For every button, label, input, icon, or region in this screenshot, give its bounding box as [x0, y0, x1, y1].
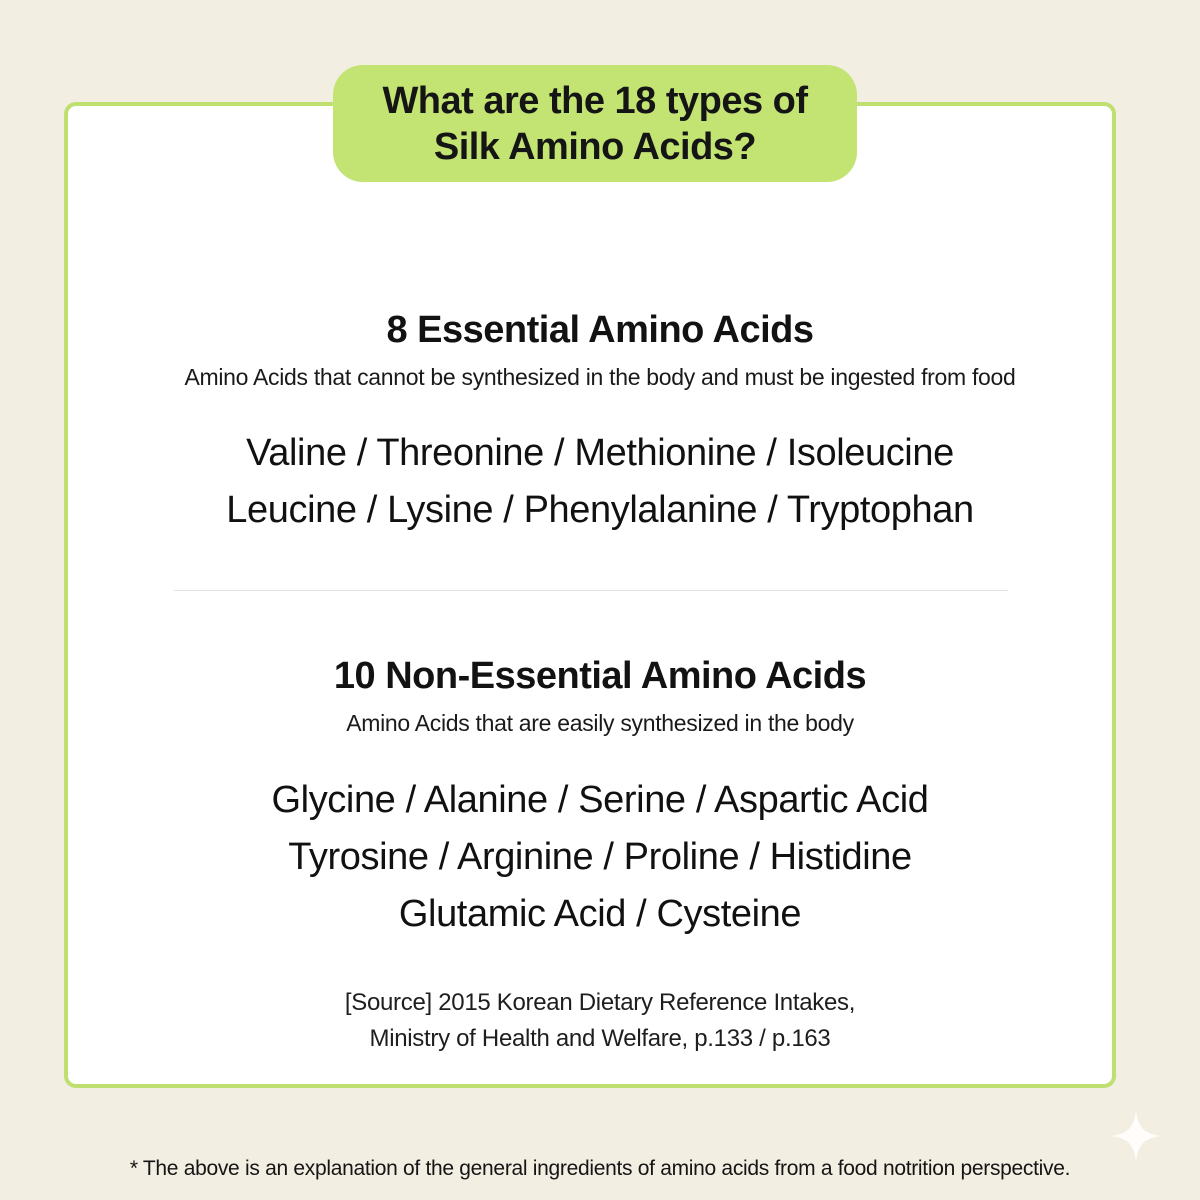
section-divider — [174, 590, 1008, 591]
footnote: * The above is an explanation of the general ingredients of amino acids from a food notrition perspective. — [129, 1157, 1071, 1180]
non-essential-list-line-2: Tyrosine / Arginine / Proline / Histidine — [288, 836, 912, 878]
info-card — [64, 102, 1116, 1088]
source-line-2: Ministry of Health and Welfare, p.133 / p.163 — [369, 1025, 831, 1052]
sparkle-icon — [1106, 1106, 1166, 1166]
non-essential-list-line-3: Glutamic Acid / Cysteine — [398, 893, 802, 935]
non-essential-description: Amino Acids that are easily synthesized in the body — [346, 710, 854, 736]
non-essential-list-line-1: Glycine / Alanine / Serine / Aspartic Acid — [271, 779, 929, 821]
essential-heading: 8 Essential Amino Acids — [386, 309, 814, 351]
essential-description: Amino Acids that cannot be synthesized in the body and must be ingested from food — [184, 364, 1016, 390]
title-line-1: What are the 18 types of — [382, 79, 808, 122]
essential-list-line-1: Valine / Threonine / Methionine / Isoleucine — [246, 432, 954, 474]
source-line-1: [Source] 2015 Korean Dietary Reference Intakes, — [344, 989, 856, 1016]
non-essential-heading: 10 Non-Essential Amino Acids — [333, 655, 867, 697]
title-line-2: Silk Amino Acids? — [433, 125, 757, 168]
title-banner — [333, 65, 857, 182]
essential-list-line-2: Leucine / Lysine / Phenylalanine / Tryptophan — [226, 489, 974, 531]
